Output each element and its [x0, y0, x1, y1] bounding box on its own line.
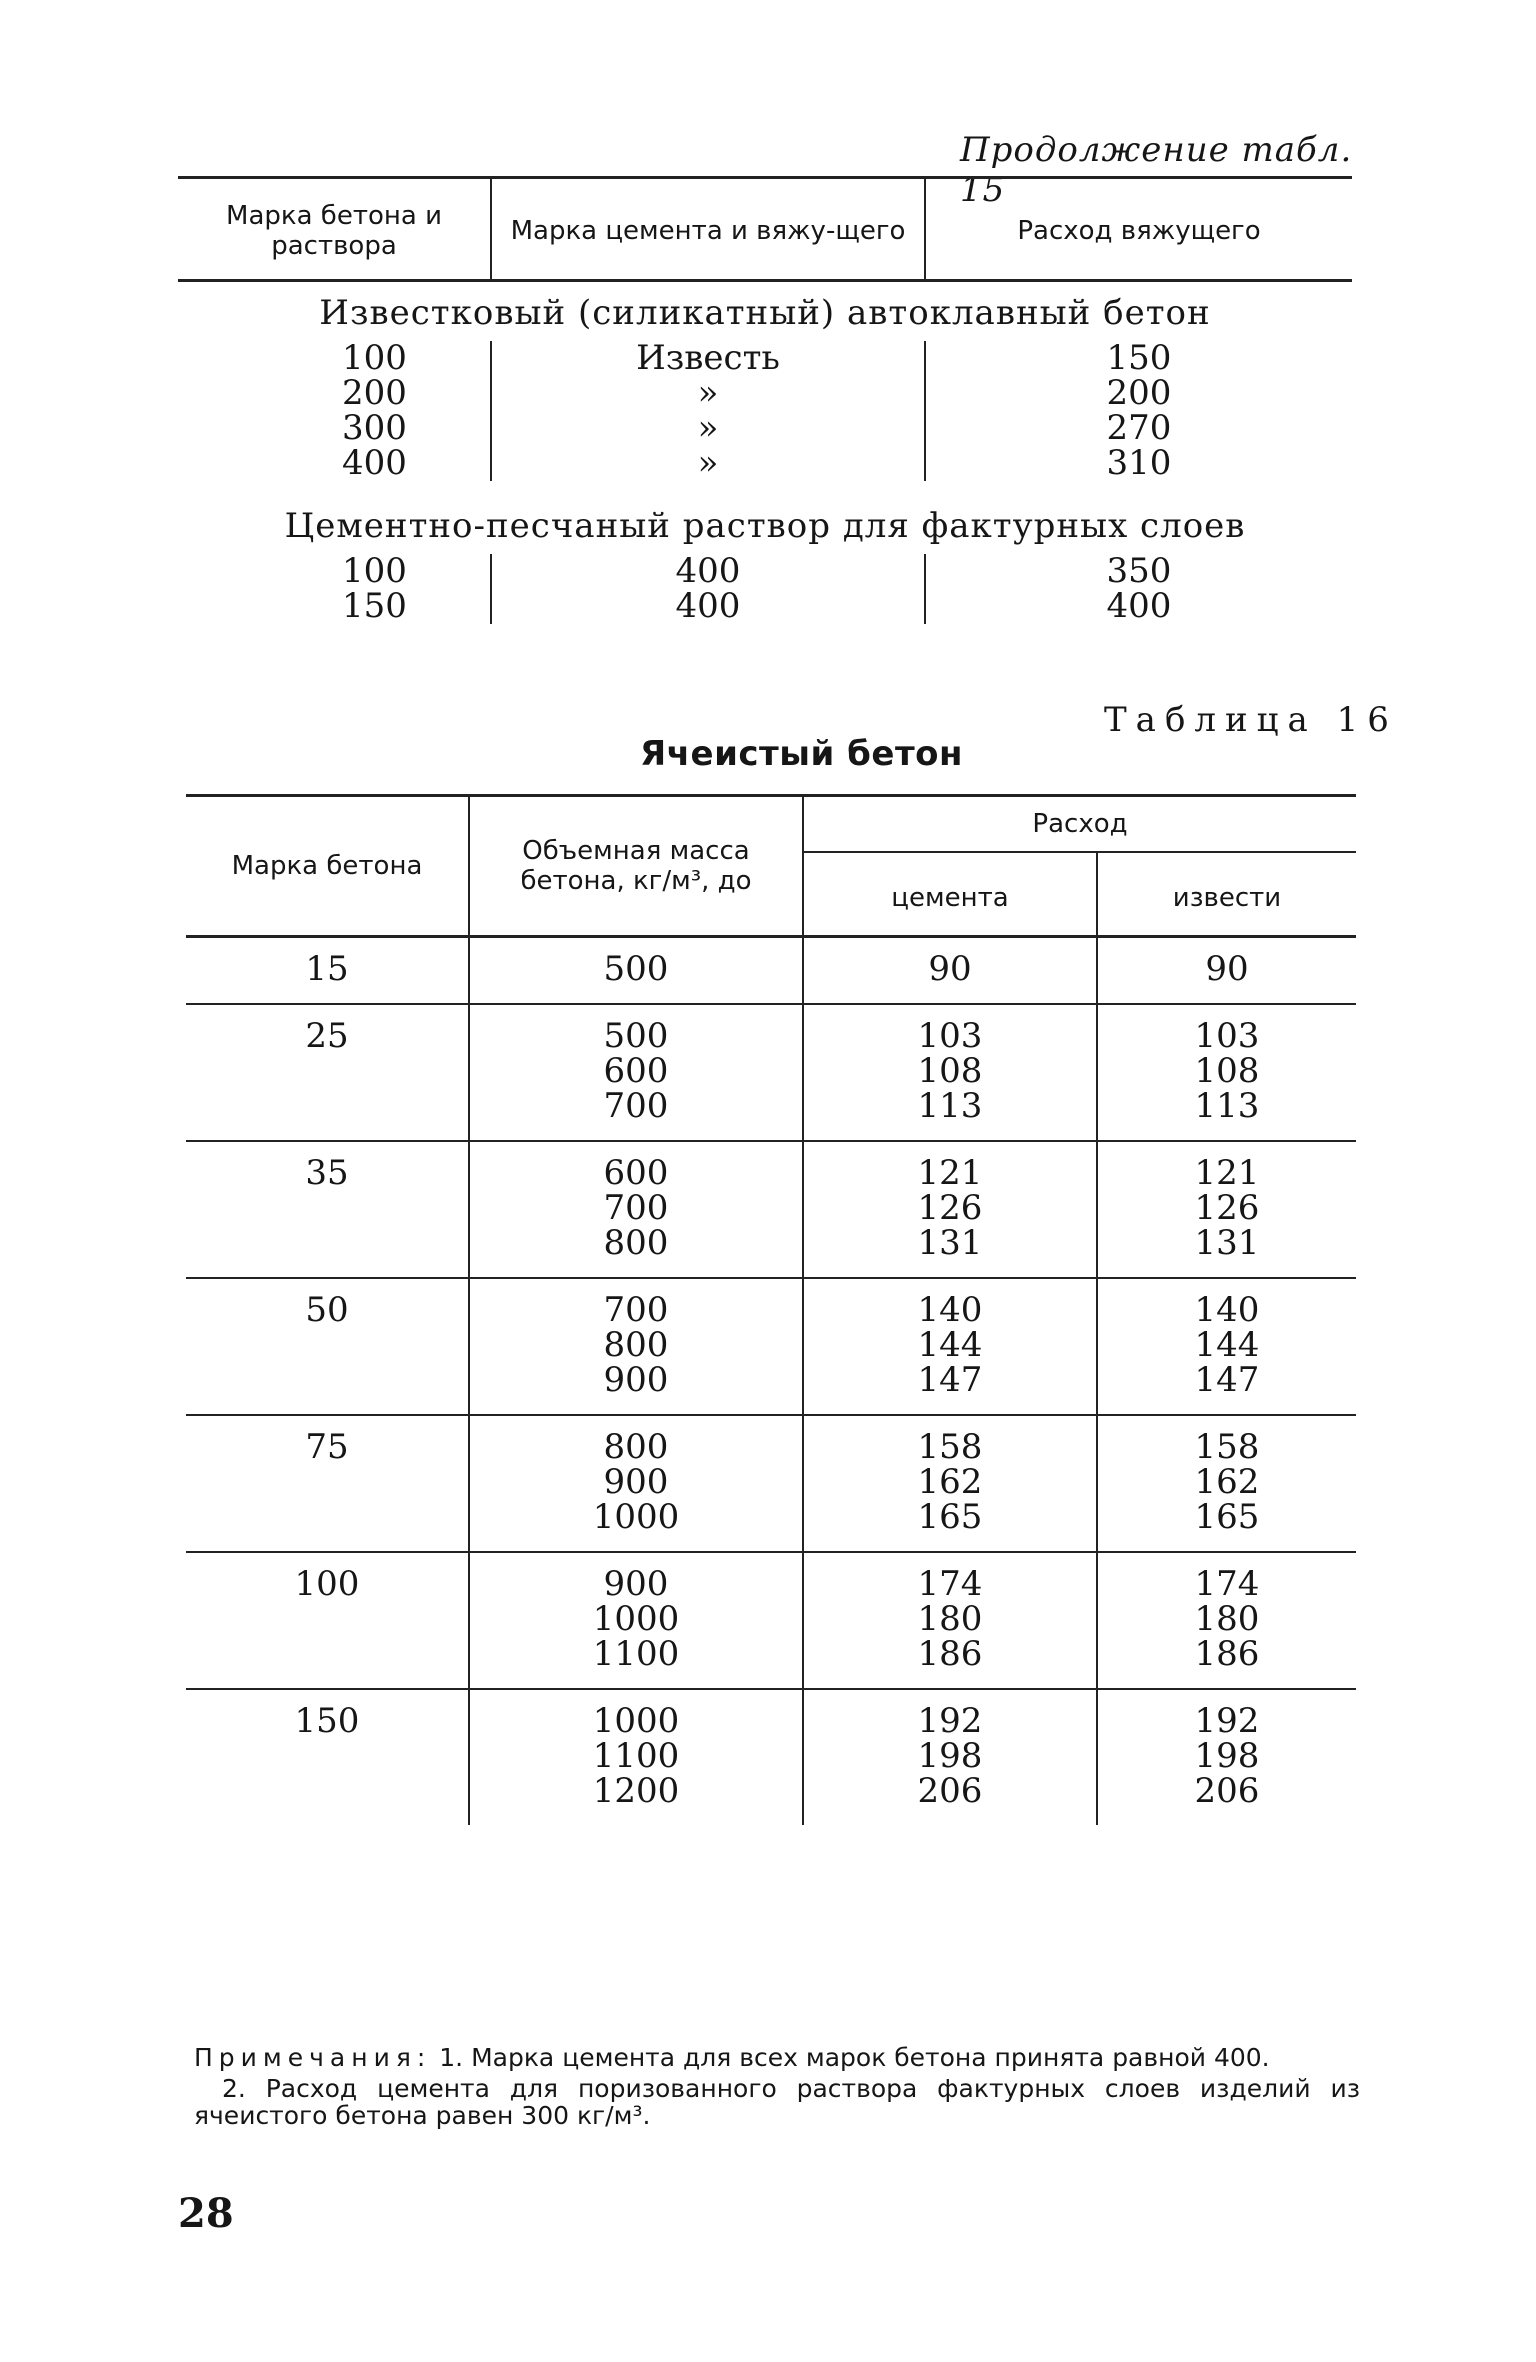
table-16	[186, 794, 1356, 1825]
t16-cell-cement-value: 113	[917, 1086, 983, 1126]
t16-cell-lime-value: 144	[1194, 1325, 1260, 1365]
t16-cell-lime-value: 121	[1194, 1153, 1260, 1193]
t16-cell-mass-value: 500	[603, 1016, 669, 1056]
t15-header-consumption: Расход вяжущего	[925, 178, 1352, 281]
t15-row	[178, 376, 1352, 411]
t16-cell-cement	[803, 1689, 1097, 1825]
t16-row	[186, 1415, 1356, 1552]
t16-cell-lime-value: 206	[1194, 1771, 1260, 1811]
t16-cell-mass-value: 1000	[592, 1701, 680, 1741]
t16-cell-cement	[803, 1004, 1097, 1141]
t16-cell-mass	[469, 1415, 803, 1552]
t16-cell-lime-value: 192	[1194, 1701, 1260, 1741]
t15-section-row	[178, 495, 1352, 554]
t16-cell-mass	[469, 1689, 803, 1825]
t15-cell-consumption: 350	[1106, 551, 1172, 591]
t15-gap-cell	[178, 624, 1352, 638]
t15-cell-consumption: 200	[1106, 373, 1172, 413]
t16-cell-lime-value: 108	[1194, 1051, 1260, 1091]
t16-cell-lime	[1097, 1141, 1356, 1278]
t16-cell-mass	[469, 1278, 803, 1415]
t16-cell-lime-value: 140	[1194, 1290, 1260, 1330]
t15-row	[178, 341, 1352, 376]
t16-cell-mass-value: 1100	[592, 1634, 680, 1674]
continuation-title: Продолжение табл. 15	[960, 130, 1353, 210]
t16-cell-lime	[1097, 1552, 1356, 1689]
t15-cell-cement: 400	[491, 589, 925, 624]
t16-cell-mass-value: 1000	[592, 1599, 680, 1639]
t16-cell-lime	[1097, 1415, 1356, 1552]
t16-cell-grade: 15	[186, 937, 469, 1005]
t16-cell-lime-value: 113	[1194, 1086, 1260, 1126]
t16-cell-cement-value: 186	[917, 1634, 983, 1674]
t15-row	[178, 446, 1352, 481]
t16-header-lime: извести	[1097, 852, 1356, 937]
t16-cell-mass-value: 700	[603, 1086, 669, 1126]
t16-cell-cement-value: 121	[917, 1153, 983, 1193]
t15-gap-cell	[178, 481, 1352, 495]
t15-cell-consumption: 150	[1106, 338, 1172, 378]
t15-row	[178, 411, 1352, 446]
t15-section-title: Известковый (силикатный) автоклавный бетон	[319, 293, 1211, 333]
t16-cell-lime-value: 90	[1205, 949, 1249, 989]
t16-cell-lime	[1097, 937, 1356, 1005]
table-16-title: Ячеистый бетон	[640, 734, 964, 774]
t16-cell-cement-value: 108	[917, 1051, 983, 1091]
t16-cell-mass-value: 800	[603, 1223, 669, 1263]
t16-cell-cement-value: 180	[917, 1599, 983, 1639]
t16-cell-grade: 75	[186, 1415, 469, 1552]
t16-row	[186, 1552, 1356, 1689]
notes	[194, 2044, 1360, 2129]
t16-row	[186, 1141, 1356, 1278]
t16-cell-mass	[469, 1141, 803, 1278]
t16-cell-lime-value: 147	[1194, 1360, 1260, 1400]
t16-header-consumption: Расход	[803, 796, 1356, 853]
t16-cell-lime-value: 165	[1194, 1497, 1260, 1537]
t15-header-cement: Марка цемента и вяжу-щего	[491, 178, 925, 281]
note-2: 2. Расход цемента для поризованного раствора фактурных слоев изделий из ячеистого бетона равен 300 кг/м³.	[194, 2074, 1360, 2130]
t16-cell-cement	[803, 1278, 1097, 1415]
t15-cell-cement: »	[491, 411, 925, 446]
t16-cell-lime	[1097, 1689, 1356, 1825]
t16-row	[186, 1278, 1356, 1415]
t15-cell-cement: 400	[491, 554, 925, 589]
table-15	[178, 176, 1352, 638]
t16-cell-mass-value: 900	[603, 1360, 669, 1400]
t16-cell-mass-value: 900	[603, 1564, 669, 1604]
t16-cell-mass-value: 900	[603, 1462, 669, 1502]
t16-cell-cement	[803, 1141, 1097, 1278]
t16-cell-cement	[803, 1552, 1097, 1689]
t15-header-grade: Марка бетона и раствора	[178, 178, 491, 281]
t16-cell-mass-value: 600	[603, 1051, 669, 1091]
t16-cell-cement-value: 174	[917, 1564, 983, 1604]
t16-cell-cement-value: 206	[917, 1771, 983, 1811]
t15-gap	[178, 624, 1352, 638]
t16-cell-cement-value: 90	[928, 949, 972, 989]
t16-cell-mass-value: 700	[603, 1188, 669, 1228]
t16-cell-mass-value: 600	[603, 1153, 669, 1193]
table-16-label: Таблица 16	[1104, 700, 1398, 740]
page-number: 28	[178, 2190, 234, 2237]
note-1-text: 1. Марка цемента для всех марок бетона принята равной 400.	[439, 2043, 1270, 2072]
t16-cell-lime-value: 131	[1194, 1223, 1260, 1263]
t16-cell-mass	[469, 1552, 803, 1689]
t16-header-mass: Объемная масса бетона, кг/м³, до	[469, 796, 803, 937]
t15-cell-cement: »	[491, 376, 925, 411]
t16-row	[186, 937, 1356, 1005]
t16-cell-mass-value: 1200	[592, 1771, 680, 1811]
t16-cell-cement-value: 165	[917, 1497, 983, 1537]
t15-cell-grade: 400	[342, 443, 407, 483]
t16-cell-mass-value: 1100	[592, 1736, 680, 1776]
t15-cell-grade: 100	[342, 338, 407, 378]
t16-cell-cement	[803, 937, 1097, 1005]
t16-cell-lime-value: 180	[1194, 1599, 1260, 1639]
t15-cell-grade: 300	[342, 408, 407, 448]
t16-cell-lime-value: 158	[1194, 1427, 1260, 1467]
t16-cell-cement-value: 192	[917, 1701, 983, 1741]
t16-cell-grade: 25	[186, 1004, 469, 1141]
t16-cell-lime-value: 174	[1194, 1564, 1260, 1604]
t15-cell-consumption: 270	[1106, 408, 1172, 448]
t16-cell-mass	[469, 937, 803, 1005]
t16-cell-cement-value: 162	[917, 1462, 983, 1502]
t16-cell-cement-value: 103	[917, 1016, 983, 1056]
t15-section-title: Цементно-песчаный раствор для фактурных слоев	[284, 506, 1246, 546]
t16-cell-lime-value: 162	[1194, 1462, 1260, 1502]
t16-cell-cement-value: 198	[917, 1736, 983, 1776]
t16-cell-grade: 50	[186, 1278, 469, 1415]
t16-cell-lime	[1097, 1278, 1356, 1415]
t16-cell-cement	[803, 1415, 1097, 1552]
t16-cell-cement-value: 144	[917, 1325, 983, 1365]
t16-cell-mass-value: 1000	[592, 1497, 680, 1537]
t15-row	[178, 554, 1352, 589]
t16-cell-mass	[469, 1004, 803, 1141]
t16-row	[186, 1004, 1356, 1141]
notes-label: Примечания:	[194, 2043, 432, 2072]
t15-cell-consumption: 310	[1106, 443, 1172, 483]
t15-cell-grade: 150	[342, 586, 407, 626]
t16-cell-mass-value: 800	[603, 1325, 669, 1365]
t15-row	[178, 589, 1352, 624]
t16-cell-lime-value: 198	[1194, 1736, 1260, 1776]
t16-cell-cement-value: 131	[917, 1223, 983, 1263]
t16-cell-cement-value: 158	[917, 1427, 983, 1467]
t16-cell-grade: 150	[294, 1701, 360, 1741]
t16-cell-cement-value: 140	[917, 1290, 983, 1330]
t16-header-grade: Марка бетона	[186, 796, 469, 937]
note-1	[194, 2044, 1360, 2071]
t16-cell-grade: 35	[186, 1141, 469, 1278]
t15-cell-grade: 100	[342, 551, 407, 591]
t16-cell-cement-value: 147	[917, 1360, 983, 1400]
t16-cell-lime-value: 126	[1194, 1188, 1260, 1228]
t16-cell-lime-value: 186	[1194, 1634, 1260, 1674]
t16-cell-mass-value: 500	[603, 949, 669, 989]
t15-cell-cement: »	[491, 446, 925, 481]
t16-cell-lime	[1097, 1004, 1356, 1141]
t16-header-cement: цемента	[803, 852, 1097, 937]
t16-cell-mass-value: 800	[603, 1427, 669, 1467]
t16-cell-cement-value: 126	[917, 1188, 983, 1228]
t16-row	[186, 1689, 1356, 1825]
t15-gap	[178, 481, 1352, 495]
t15-cell-cement: Известь	[491, 341, 925, 376]
t15-cell-grade: 200	[342, 373, 407, 413]
t16-cell-mass-value: 700	[603, 1290, 669, 1330]
t15-section-row	[178, 281, 1352, 342]
t15-cell-consumption: 400	[1106, 586, 1172, 626]
t16-cell-lime-value: 103	[1194, 1016, 1260, 1056]
t16-cell-grade: 100	[186, 1552, 469, 1689]
